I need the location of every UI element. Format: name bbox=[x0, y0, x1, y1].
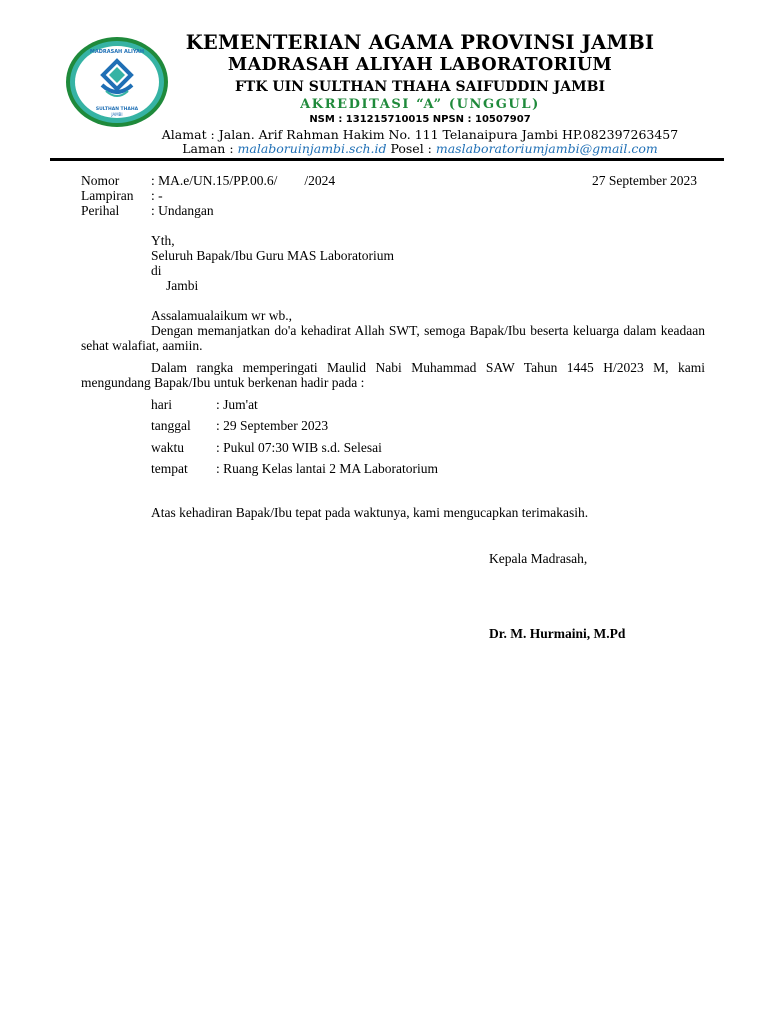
detail-label-waktu: waktu bbox=[151, 440, 184, 455]
letterhead-nsm: NSM : 131215710015 NPSN : 10507907 bbox=[309, 114, 531, 125]
nomor-label: Nomor bbox=[81, 173, 120, 188]
detail-value-tempat: : Ruang Kelas lantai 2 MA Laboratorium bbox=[216, 461, 438, 476]
nomor-value: : MA.e/UN.15/PP.00.6/ /2024 bbox=[151, 173, 336, 188]
letterhead-school: MADRASAH ALIYAH LABORATORIUM bbox=[227, 55, 613, 75]
detail-label-tanggal: tanggal bbox=[151, 418, 191, 433]
signature-title: Kepala Madrasah, bbox=[489, 551, 588, 566]
recipient-place: Jambi bbox=[166, 278, 199, 293]
svg-text:MADRASAH ALIYAH: MADRASAH ALIYAH bbox=[89, 49, 145, 55]
lampiran-value: : - bbox=[151, 188, 163, 203]
detail-label-hari: hari bbox=[151, 397, 172, 412]
letterhead-accreditation: AKREDITASI “A” (UNGGUL) bbox=[300, 97, 540, 112]
detail-value-waktu: : Pukul 07:30 WIB s.d. Selesai bbox=[216, 440, 382, 455]
svg-text:SULTHAN THAHA: SULTHAN THAHA bbox=[95, 107, 139, 112]
recipient-yth: Yth, bbox=[151, 233, 175, 248]
email-link[interactable]: maslaboratoriumjambi@gmail.com bbox=[435, 141, 658, 156]
closing-sentence: Atas kehadiran Bapak/Ibu tepat pada waktunya, kami mengucapkan terimakasih. bbox=[151, 505, 589, 520]
lampiran-label: Lampiran bbox=[81, 188, 134, 203]
letterhead-faculty: FTK UIN SULTHAN THAHA SAIFUDDIN JAMBI bbox=[234, 79, 606, 95]
letter-date: 27 September 2023 bbox=[592, 173, 697, 188]
svg-text:JAMBI: JAMBI bbox=[111, 112, 123, 117]
letterhead-address: Alamat : Jalan. Arif Rahman Hakim No. 111 Telanaipura Jambi HP.082397263457 bbox=[161, 127, 679, 142]
detail-value-hari: : Jum'at bbox=[216, 397, 258, 412]
recipient-to: Seluruh Bapak/Ibu Guru MAS Laboratorium bbox=[151, 248, 394, 263]
perihal-label: Perihal bbox=[81, 203, 120, 218]
paragraph-opening: Dengan memanjatkan do'a kehadirat Allah SWT, semoga Bapak/Ibu beserta keluarga dalam keadaan sehat walafiat, aamiin. bbox=[81, 323, 705, 353]
letterhead-divider bbox=[50, 158, 724, 161]
recipient-di: di bbox=[151, 263, 162, 278]
perihal-value: : Undangan bbox=[151, 203, 214, 218]
detail-value-tanggal: : 29 September 2023 bbox=[216, 418, 329, 433]
paragraph-invitation: Dalam rangka memperingati Maulid Nabi Muhammad SAW Tahun 1445 H/2023 M, kami mengundang Bapak/Ibu untuk berkenan hadir pada : bbox=[81, 360, 705, 390]
web-label: Laman : bbox=[182, 141, 234, 156]
letterhead-ministry: KEMENTERIAN AGAMA PROVINSI JAMBI bbox=[185, 31, 655, 54]
email-label: Posel : bbox=[390, 141, 432, 156]
web-link[interactable]: malaboruinjambi.sch.id bbox=[237, 141, 387, 156]
detail-label-tempat: tempat bbox=[151, 461, 188, 476]
greeting: Assalamualaikum wr wb., bbox=[151, 308, 292, 323]
signature-name: Dr. M. Hurmaini, M.Pd bbox=[489, 626, 626, 641]
letterhead-contact bbox=[120, 141, 720, 156]
